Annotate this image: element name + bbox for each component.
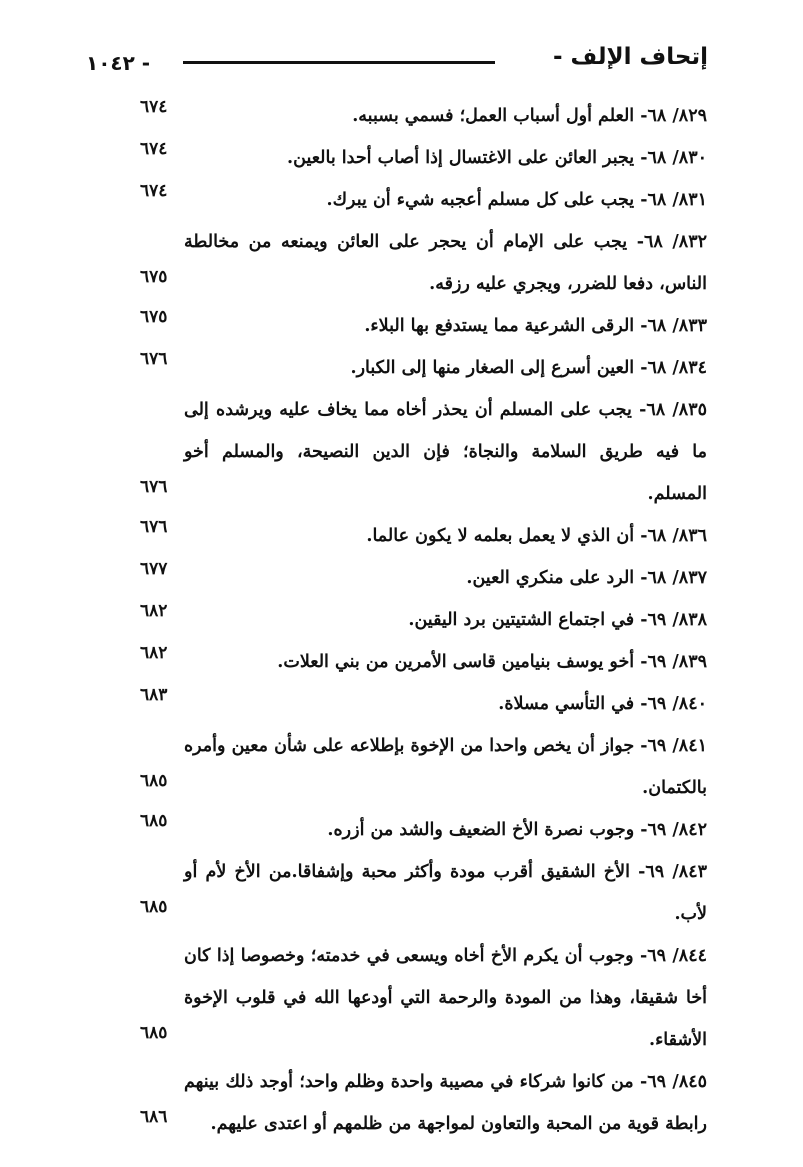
index-entry	[0, 809, 803, 851]
entry-page-ref: ٦٧٦	[140, 477, 168, 497]
entry-text: ٨٤٢/ ٦٩- وجوب نصرة الأخ الضعيف والشد من أزره.	[327, 820, 707, 840]
entry-page-ref: ٦٨٣	[140, 685, 168, 705]
entry-text: ٨٤١/ ٦٩- جواز أن يخص واحدا من الإخوة بإطلاعه على شأن معين وأمره بالكتمان.	[183, 736, 707, 798]
entry-page-ref: ٦٧٤	[140, 139, 168, 159]
index-list	[0, 95, 803, 1145]
index-entry	[0, 557, 803, 599]
index-entry	[0, 851, 803, 935]
index-entry	[0, 1061, 803, 1145]
entry-text: ٨٢٩/ ٦٨- العلم أول أسباب العمل؛ فسمي بسببه.	[352, 106, 707, 126]
entry-text: ٨٣٨/ ٦٩- في اجتماع الشتيتين برد اليقين.	[408, 610, 707, 630]
entry-text: ٨٣٩/ ٦٩- أخو يوسف بنيامين قاسى الأمرين من بني العلات.	[277, 652, 707, 672]
entry-page-ref: ٦٧٧	[140, 559, 168, 579]
entry-text: ٨٣٣/ ٦٨- الرقى الشرعية مما يستدفع بها البلاء.	[364, 316, 707, 336]
entry-page-ref: ٦٨٦	[140, 1107, 168, 1127]
index-entry	[0, 515, 803, 557]
index-entry	[0, 641, 803, 683]
book-title: إتحاف الإلف -	[552, 44, 708, 70]
index-entry	[0, 221, 803, 305]
index-entry	[0, 725, 803, 809]
entry-page-ref: ٦٧٦	[140, 517, 168, 537]
entry-text: ٨٣٥/ ٦٨- يجب على المسلم أن يحذر أخاه مما يخاف عليه ويرشده إلى ما فيه طريق السلامة والنجاة؛ فإن الدين النصيحة، والمسلم أخو المسلم.	[184, 400, 707, 504]
index-entry	[0, 389, 803, 515]
entry-text: ٨٣٦/ ٦٨- أن الذي لا يعمل بعلمه لا يكون عالما.	[366, 526, 707, 546]
page-number: - ١٠٤٢	[86, 51, 151, 75]
entry-page-ref: ٦٧٥	[140, 267, 168, 287]
entry-page-ref: ٦٨٢	[140, 601, 168, 621]
entry-text: ٨٣٤/ ٦٨- العين أسرع إلى الصغار منها إلى الكبار.	[350, 358, 707, 378]
entry-text: ٨٤٣/ ٦٩- الأخ الشقيق أقرب مودة وأكثر محبة وإشفاقا.من الأخ لأم أو لأب.	[184, 862, 707, 924]
entry-text: ٨٤٤/ ٦٩- وجوب أن يكرم الأخ أخاه ويسعى في خدمته؛ وخصوصا إذا كان أخا شقيقا، وهذا من المودة والرحمة التي أودعها الله في قلوب الإخوة الأشقاء.	[184, 946, 707, 1050]
entry-page-ref: ٦٨٥	[140, 1023, 168, 1043]
entry-text: ٨٣٠/ ٦٨- يجبر العائن على الاغتسال إذا أصاب أحدا بالعين.	[287, 148, 707, 168]
index-entry	[0, 935, 803, 1061]
entry-text: ٨٣٧/ ٦٨- الرد على منكري العين.	[466, 568, 707, 588]
entry-page-ref: ٦٨٥	[140, 897, 168, 917]
entry-page-ref: ٦٧٤	[140, 181, 168, 201]
index-entry	[0, 305, 803, 347]
entry-page-ref: ٦٧٦	[140, 349, 168, 369]
index-entry	[0, 683, 803, 725]
index-entry	[0, 599, 803, 641]
running-header	[86, 40, 708, 80]
entry-text: ٨٣١/ ٦٨- يجب على كل مسلم أعجبه شيء أن يبرك.	[326, 190, 707, 210]
entry-text: ٨٣٢/ ٦٨- يجب على الإمام أن يحجر على العائن ويمنعه من مخالطة الناس، دفعا للضرر، ويجري عليه رزقه.	[184, 232, 707, 294]
index-entry	[0, 179, 803, 221]
header-rule	[183, 61, 495, 64]
entry-page-ref: ٦٧٥	[140, 307, 168, 327]
entry-page-ref: ٦٨٥	[140, 771, 168, 791]
index-entry	[0, 95, 803, 137]
index-entry	[0, 137, 803, 179]
entry-text: ٨٤٥/ ٦٩- من كانوا شركاء في مصيبة واحدة وظلم واحد؛ أوجد ذلك بينهم رابطة قوية من المحبة والتعاون لمواجهة من ظلمهم أو اعتدى عليهم.	[184, 1072, 708, 1134]
entry-page-ref: ٦٧٤	[140, 97, 168, 117]
entry-text: ٨٤٠/ ٦٩- في التأسي مسلاة.	[498, 694, 707, 714]
entry-page-ref: ٦٨٥	[140, 811, 168, 831]
index-entry	[0, 347, 803, 389]
entry-page-ref: ٦٨٢	[140, 643, 168, 663]
